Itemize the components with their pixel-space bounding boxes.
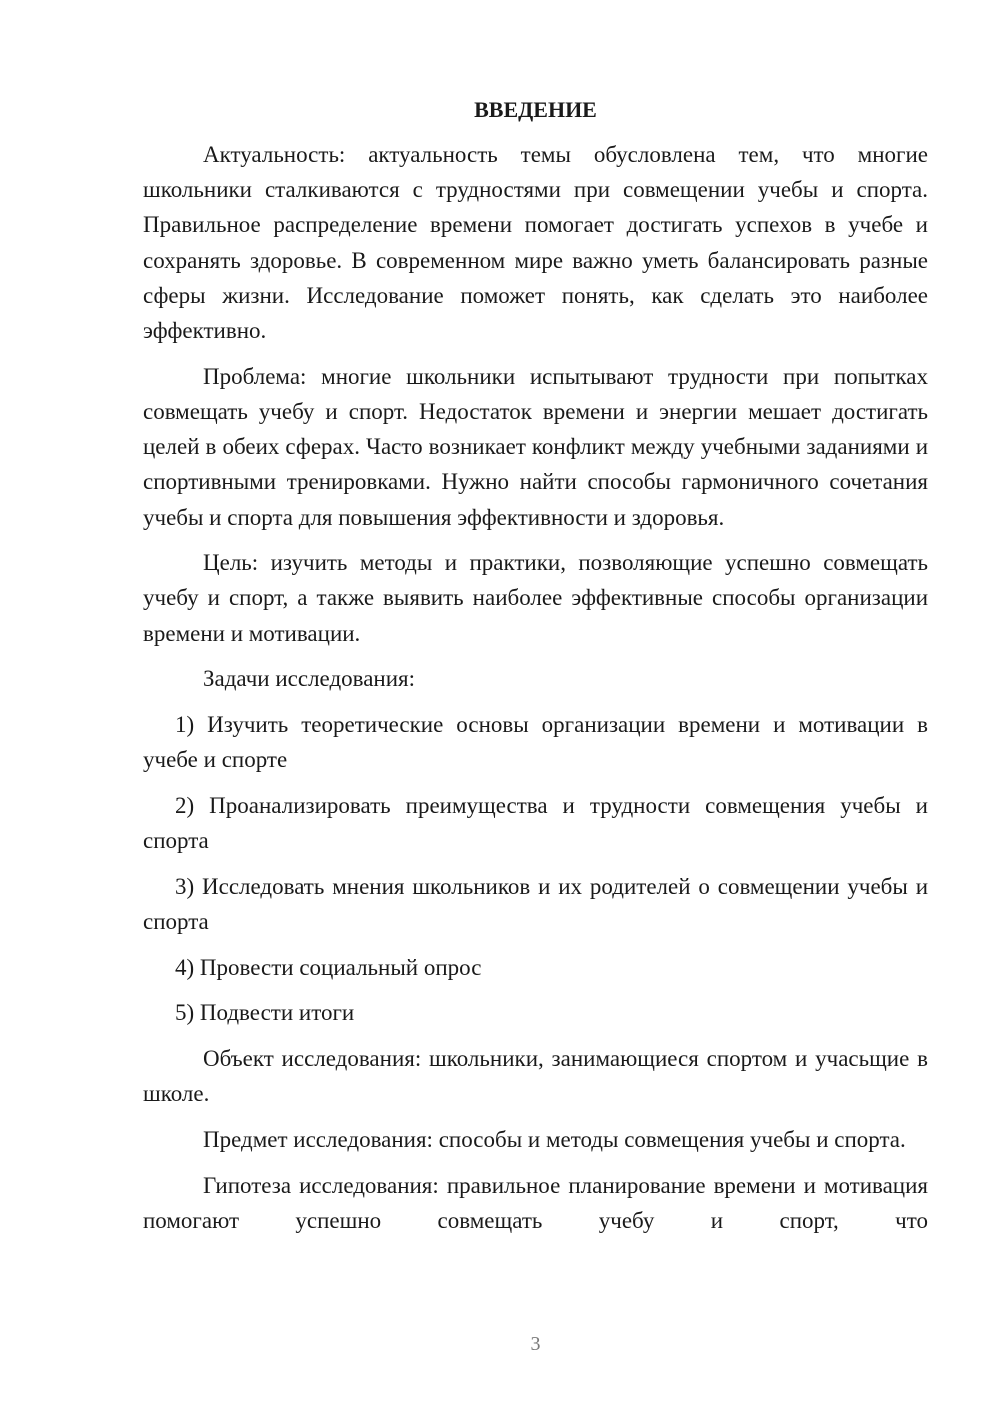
tasks-heading: Задачи исследования: (203, 666, 416, 692)
subject-paragraph: Предмет исследования: способы и методы совмещения учебы и спорта. (203, 1127, 906, 1153)
task-item: 5) Подвести итоги (175, 1000, 355, 1026)
task-item: 4) Провести социальный опрос (175, 954, 482, 980)
tasks-list (143, 707, 928, 1031)
problem-paragraph: Проблема: многие школьники испытывают трудности при попытках совмещать учебу и спорт. Недостаток времени и энергии мешает достигать целей в обеих сферах. Часто возникает конфликт между учебными заданиями и спортивными тренировками. Нужно найти способы гармоничного сочетания учебы и спорта для повышения эффективности и здоровья. (143, 363, 928, 530)
page-number: 3 (530, 1333, 541, 1355)
page-title: ВВЕДЕНИЕ (474, 97, 597, 122)
task-item: 2) Проанализировать преимущества и трудности совмещения учебы и спорта (143, 792, 928, 854)
task-item: 1) Изучить теоретические основы организации времени и мотивации в учебе и спорте (143, 712, 928, 773)
relevance-paragraph: Актуальность: актуальность темы обусловлена тем, что многие школьники сталкиваются с трудностями при совмещении учебы и спорта. Правильное распределение времени помогает достигать успехов в учебе и сохранять здоровье. В современном мире важно уметь балансировать разные сферы жизни. Исследование поможет понять, как сделать это наиболее эффективно. (143, 142, 928, 344)
hypothesis-paragraph: Гипотеза исследования: правильное планирование времени и мотивация помогают успешно совмещать учебу и спорт, что (143, 1172, 928, 1233)
object-paragraph: Объект исследования: школьники, занимающиеся спортом и учасьщие в школе. (143, 1046, 928, 1107)
task-item: 3) Исследовать мнения школьников и их родителей о совмещении учебы и спорта (143, 873, 928, 935)
goal-paragraph: Цель: изучить методы и практики, позволяющие успешно совмещать учебу и спорт, а также выявить наиболее эффективные способы организации времени и мотивации. (143, 550, 928, 646)
page-content (143, 92, 928, 1238)
